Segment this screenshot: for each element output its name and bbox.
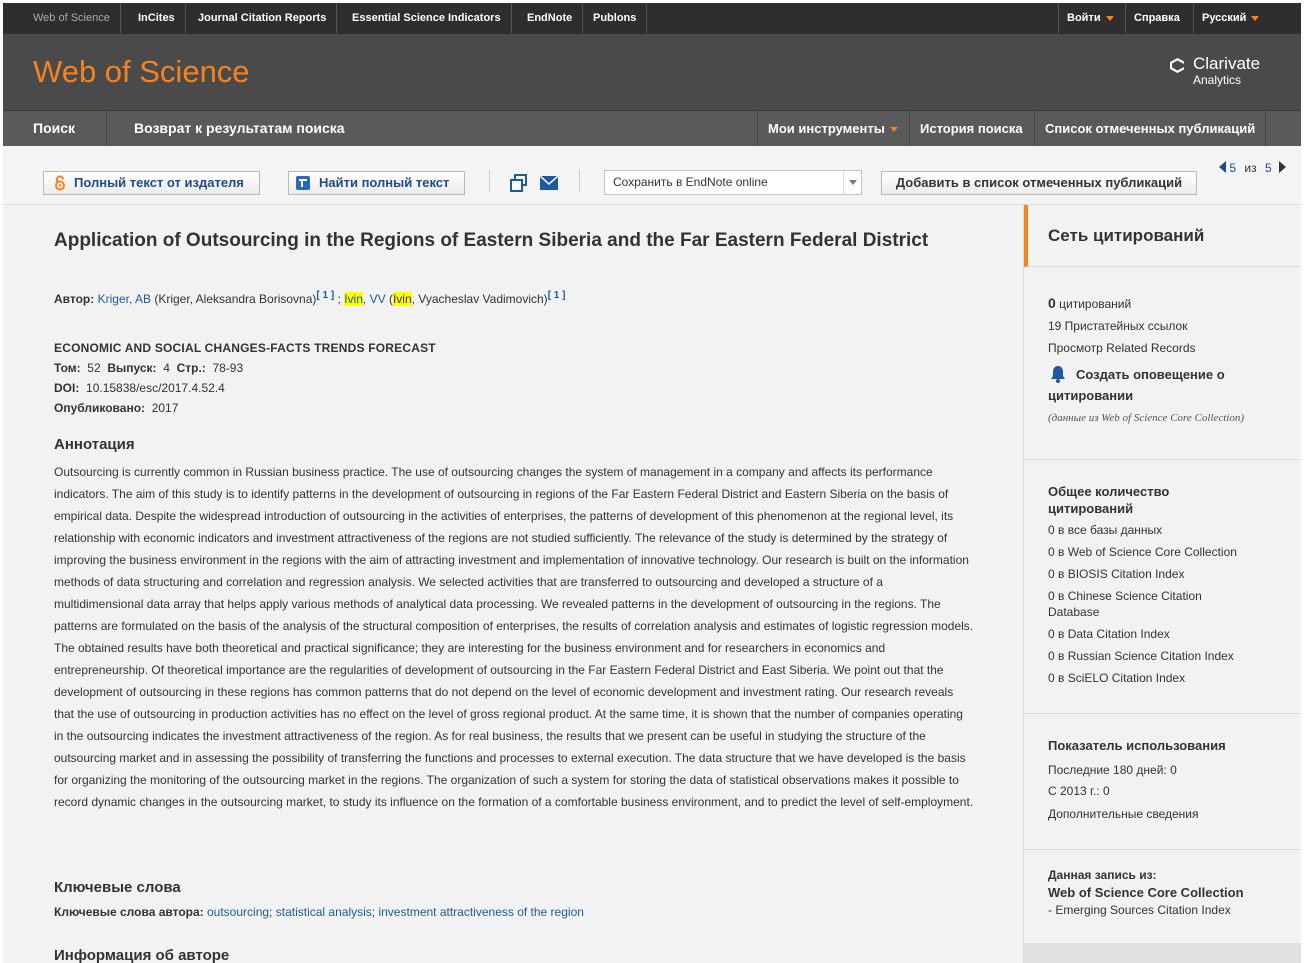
published-label: Опубликовано: bbox=[54, 401, 146, 415]
doi-value: 10.15838/esc/2017.4.52.4 bbox=[86, 381, 225, 395]
abstract-heading: Аннотация bbox=[54, 436, 135, 453]
published-value: 2017 bbox=[151, 401, 179, 415]
record-source bbox=[54, 338, 436, 418]
pager-of: из bbox=[1244, 161, 1257, 175]
author-fullname-kriger: (Kriger, Aleksandra Borisovna) bbox=[154, 292, 317, 306]
main-nav bbox=[3, 110, 1301, 146]
total-russian-sci: 0 в Russian Science Citation Index bbox=[1048, 649, 1234, 663]
author-fullname-ivin-rest: , Vyacheslav Vadimovich) bbox=[411, 292, 548, 306]
author-link-ivin[interactable] bbox=[344, 292, 385, 306]
chevron-down-icon bbox=[843, 171, 861, 194]
login-label: Войти bbox=[1067, 12, 1101, 24]
record-main bbox=[3, 205, 1023, 963]
cited-references-link[interactable]: 19 Пристатейных ссылок bbox=[1048, 319, 1188, 333]
author-ref-kriger[interactable]: [ 1 ] bbox=[316, 290, 335, 301]
record-pager bbox=[1219, 161, 1286, 175]
times-cited-label: цитирований bbox=[1059, 297, 1132, 311]
previous-record-icon[interactable] bbox=[1219, 161, 1226, 173]
create-citation-alert-link-cont[interactable]: цитировании bbox=[1048, 388, 1134, 403]
paren-open: ( bbox=[388, 292, 393, 306]
nav-search-history[interactable]: История поиска bbox=[909, 111, 1033, 146]
product-esi[interactable]: Essential Science Indicators bbox=[342, 3, 512, 34]
times-cited-count: 0 bbox=[1048, 295, 1056, 311]
alert-data-note: (данные из Web of Science Core Collection) bbox=[1048, 412, 1245, 424]
citation-network-header bbox=[1024, 205, 1301, 267]
create-citation-alert-link[interactable]: Создать оповещение о bbox=[1076, 367, 1225, 382]
find-full-text-icon bbox=[295, 175, 311, 191]
bell-icon bbox=[1050, 365, 1066, 383]
keyword-link[interactable]: outsourcing bbox=[207, 905, 270, 919]
full-text-publisher-button[interactable] bbox=[43, 171, 260, 195]
keyword-separator: ; bbox=[371, 905, 376, 919]
pager-current: 5 bbox=[1229, 161, 1237, 175]
add-to-marked-list-button[interactable]: Добавить в список отмеченных публикаций bbox=[881, 171, 1197, 195]
record-authors bbox=[54, 290, 565, 306]
save-to-endnote-value: Сохранить в EndNote online bbox=[613, 175, 768, 189]
total-scielo: 0 в SciELO Citation Index bbox=[1048, 671, 1186, 685]
total-citations-section bbox=[1024, 460, 1301, 714]
author-link-kriger[interactable]: Kriger, AB bbox=[97, 292, 151, 306]
author-label: Автор: bbox=[54, 292, 95, 306]
brand-bar bbox=[3, 34, 1301, 110]
keyword-link[interactable]: investment attractiveness of the region bbox=[378, 905, 584, 919]
total-chinese-sci: 0 в Chinese Science Citation bbox=[1048, 589, 1202, 603]
citation-network-heading: Сеть цитирований bbox=[1048, 226, 1205, 245]
clarivate-name: Clarivate bbox=[1193, 54, 1261, 73]
nav-my-tools-label: Мои инструменты bbox=[768, 121, 885, 136]
doi-row bbox=[54, 378, 436, 398]
keywords-heading: Ключевые слова bbox=[54, 879, 181, 896]
citation-network-section bbox=[1024, 267, 1301, 460]
keyword-link[interactable]: statistical analysis bbox=[275, 905, 372, 919]
doi-label: DOI: bbox=[54, 381, 80, 395]
abstract-text: Outsourcing is currently common in Russian business practice. The use of outsourcing changes the system of management in a company and affects its performance indicators. The aim of this study is to identify patterns in the development of outsourcing in regions of the Far Eastern Federal District and Eastern Siberia on the basis of empirical data. Despite the widespread introduction of outsourcing in the activities of enterprises, the patterns of development of this phenomenon at the regional level, its relationship with economic indicators and investment attractiveness of the regions are not studied sufficiently. The relevance of the study is determined by the strategy of improving the business environment in the regions with the aim of attracting investment and implementation of innovative technology. Our research is built on the information methods of data structuring and correlation and regression analysis. We selected activities that are transferred to outsourcing and developed a structure of a multidimensional data array that helps apply various methods of analytical data processing. We revealed patterns in the development of outsourcing in the regions. The patterns are formulated on the basis of the analysis of the structural composition of enterprises, the results of correlation analysis and estimates of logistic regression models. The obtained results have both theoretical and practical significance; they are interesting for the business environment and for researchers in economics and entrepreneurship. Of theoretical importance are the regularities of development of outsourcing in the Far Eastern Federal District and East Siberia. We point out that the development of outsourcing in these regions has common patterns that do not depend on the level of economic development and investment rating. Our research reveals that the use of outsourcing in production activities has no effect on the level of gross regional product. At the same time, it is shown that the number of companies operating in the outsourcing indicates the investment attractiveness of the region. As for real business, the results that we present can be useful in studying the structure of the outsourcing market and in assessing the possibility of transferring the functions and processes to external execution. The data structure that we have developed is the basis for organizing the monitoring of the outsourcing market in the regions. The organization of such a system for storing the data of statistical observations makes it possible to record dynamic changes in the outsourcing market, to study its influence on the formation of a comfortable business environment, and to predict the level of self-employment. bbox=[54, 465, 974, 809]
chevron-down-icon bbox=[1251, 16, 1259, 21]
nav-search[interactable]: Поиск bbox=[33, 120, 76, 136]
next-record-icon[interactable] bbox=[1279, 161, 1286, 173]
total-all-databases: 0 в все базы данных bbox=[1048, 523, 1163, 537]
email-icon[interactable] bbox=[540, 176, 558, 190]
record-source-db: Web of Science Core Collection bbox=[1048, 885, 1244, 900]
sidebar-footer bbox=[1024, 943, 1301, 963]
author-ref-ivin[interactable]: [ 1 ] bbox=[547, 290, 566, 301]
times-cited bbox=[1048, 295, 1131, 311]
published-row bbox=[54, 398, 436, 418]
author-fullname-ivin bbox=[389, 292, 548, 306]
product-endnote[interactable]: EndNote bbox=[517, 3, 583, 34]
usage-heading: Показатель использования bbox=[1048, 738, 1226, 753]
total-wos-core: 0 в Web of Science Core Collection bbox=[1048, 545, 1237, 559]
login-menu[interactable] bbox=[1058, 3, 1122, 34]
total-citations-heading: Общее количество bbox=[1048, 484, 1170, 499]
nav-marked-list[interactable]: Список отмеченных публикаций bbox=[1034, 111, 1266, 146]
find-full-text-button[interactable] bbox=[288, 171, 465, 195]
nav-my-tools[interactable] bbox=[757, 111, 908, 146]
nav-divider bbox=[106, 111, 107, 146]
record-toolbar bbox=[3, 146, 1301, 205]
author-keywords bbox=[54, 905, 584, 919]
author-highlight: Ivin bbox=[344, 292, 363, 306]
total-chinese-sci-cont: Database bbox=[1048, 605, 1100, 619]
record-source-sub: - Emerging Sources Citation Index bbox=[1048, 903, 1231, 917]
language-menu[interactable] bbox=[1193, 3, 1267, 34]
product-incites[interactable]: InCites bbox=[128, 3, 186, 34]
pager-total: 5 bbox=[1264, 161, 1272, 175]
usage-section bbox=[1024, 714, 1301, 850]
help-link[interactable]: Справка bbox=[1125, 3, 1188, 34]
chevron-down-icon bbox=[890, 127, 898, 132]
nav-back-to-results[interactable]: Возврат к результатам поиска bbox=[134, 120, 345, 136]
print-icon[interactable] bbox=[510, 174, 528, 192]
chevron-down-icon bbox=[1106, 16, 1114, 21]
app-frame bbox=[3, 3, 1301, 963]
more-info-link[interactable]: Дополнительные сведения bbox=[1048, 807, 1199, 821]
usage-last-180: Последние 180 дней: 0 bbox=[1048, 763, 1177, 777]
usage-since-2013: С 2013 г.: 0 bbox=[1048, 784, 1110, 798]
author-link-ivin-rest: , VV bbox=[362, 292, 386, 306]
product-web-of-science[interactable]: Web of Science bbox=[23, 3, 121, 34]
record-source-section bbox=[1024, 850, 1301, 943]
related-records-link[interactable]: Просмотр Related Records bbox=[1048, 341, 1196, 355]
clarivate-logo-icon bbox=[1169, 57, 1186, 74]
toolbar-divider bbox=[489, 170, 490, 192]
find-full-text-label: Найти полный текст bbox=[319, 175, 450, 190]
journal-title: ECONOMIC AND SOCIAL CHANGES-FACTS TRENDS FORECAST bbox=[54, 341, 436, 355]
language-label: Русский bbox=[1202, 12, 1247, 24]
citation-sidebar bbox=[1023, 205, 1301, 963]
record-title: Application of Outsourcing in the Regions of Eastern Siberia and the Far Eastern Federal District bbox=[54, 230, 929, 251]
toolbar-divider bbox=[579, 170, 580, 192]
issue-value: 4 bbox=[163, 361, 170, 375]
pages-value: 78-93 bbox=[212, 361, 244, 375]
total-citations-heading-cont: цитирований bbox=[1048, 501, 1134, 516]
volume-value: 52 bbox=[87, 361, 101, 375]
pages-label: Стр.: bbox=[176, 361, 206, 375]
author-separator: ; bbox=[337, 292, 341, 306]
total-biosis: 0 в BIOSIS Citation Index bbox=[1048, 567, 1185, 581]
open-access-icon bbox=[52, 175, 68, 191]
volume-label: Том: bbox=[54, 361, 81, 375]
keyword-separator: ; bbox=[269, 905, 273, 919]
product-bar bbox=[3, 3, 1301, 34]
total-data-citation: 0 в Data Citation Index bbox=[1048, 627, 1170, 641]
volume-issue-pages bbox=[54, 358, 436, 378]
record-source-label: Данная запись из: bbox=[1048, 868, 1157, 882]
product-publons[interactable]: Publons bbox=[583, 3, 647, 34]
author-info-heading: Информация об авторе bbox=[54, 947, 230, 963]
product-jcr[interactable]: Journal Citation Reports bbox=[188, 3, 337, 34]
brand-title[interactable]: Web of Science bbox=[33, 54, 250, 89]
issue-label: Выпуск: bbox=[107, 361, 157, 375]
clarivate-sub: Analytics bbox=[1193, 73, 1242, 87]
save-to-endnote-select[interactable] bbox=[604, 170, 862, 195]
full-text-publisher-label: Полный текст от издателя bbox=[74, 175, 244, 190]
author-highlight: Ivin bbox=[392, 292, 412, 306]
keywords-label: Ключевые слова автора: bbox=[54, 905, 204, 919]
